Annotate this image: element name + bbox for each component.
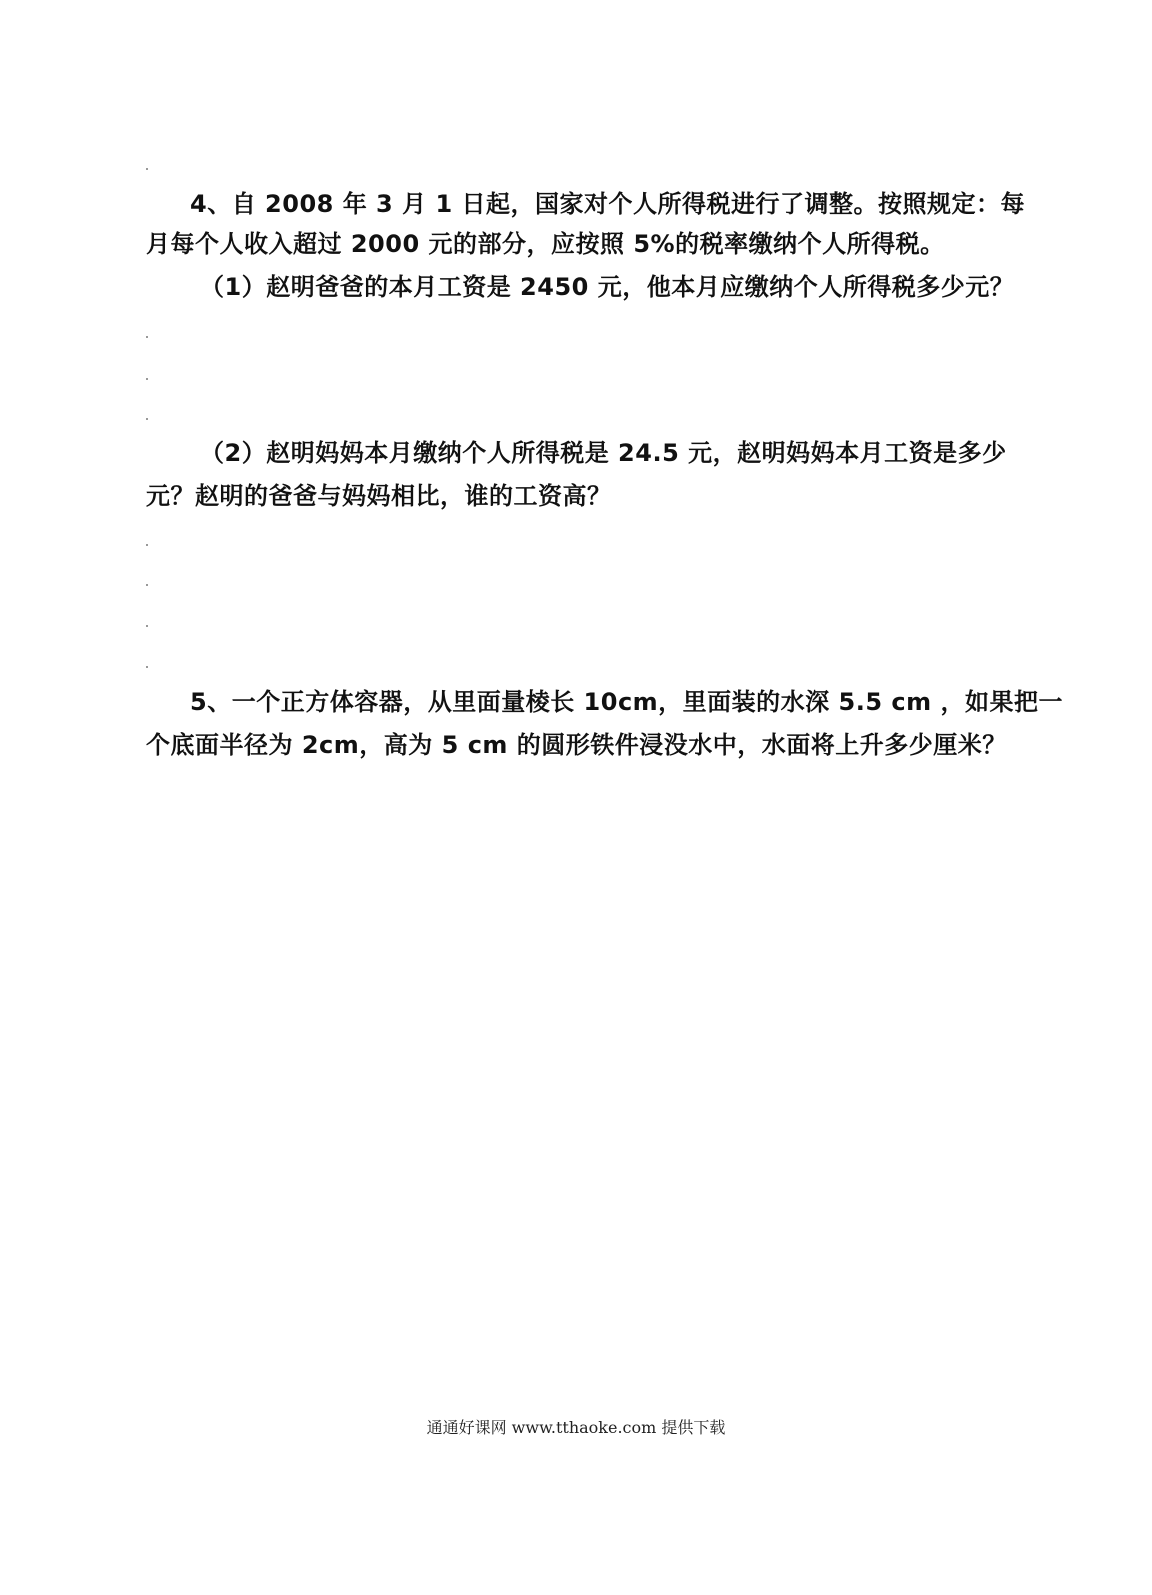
margin-mark: [146, 168, 148, 170]
margin-mark: [146, 336, 148, 338]
q4-line-2: 月每个人收入超过 2000 元的部分，应按照 5%的税率缴纳个人所得税。: [146, 230, 945, 258]
q5-line-1: 5、一个正方体容器，从里面量棱长 10cm，里面装的水深 5.5 cm ，如果把一: [190, 688, 1064, 716]
footer-credit: 通通好课网 www.tthaoke.com 提供下载: [426, 1418, 726, 1437]
q4-line-1: 4、自 2008 年 3 月 1 日起，国家对个人所得税进行了调整。按照规定：每: [190, 190, 1026, 218]
q4-part-1: （1）赵明爸爸的本月工资是 2450 元，他本月应缴纳个人所得税多少元？: [200, 273, 1015, 301]
q4-part-2-line-2: 元？赵明的爸爸与妈妈相比，谁的工资高？: [146, 482, 612, 510]
margin-mark: [146, 625, 148, 627]
margin-mark: [146, 584, 148, 586]
q5-line-2: 个底面半径为 2cm，高为 5 cm 的圆形铁件浸没水中，水面将上升多少厘米？: [146, 731, 1007, 759]
margin-mark: [146, 544, 148, 546]
margin-mark: [146, 666, 148, 668]
margin-mark: [146, 378, 148, 380]
margin-mark: [146, 418, 148, 420]
q4-part-2-line-1: （2）赵明妈妈本月缴纳个人所得税是 24.5 元，赵明妈妈本月工资是多少: [200, 439, 1007, 467]
